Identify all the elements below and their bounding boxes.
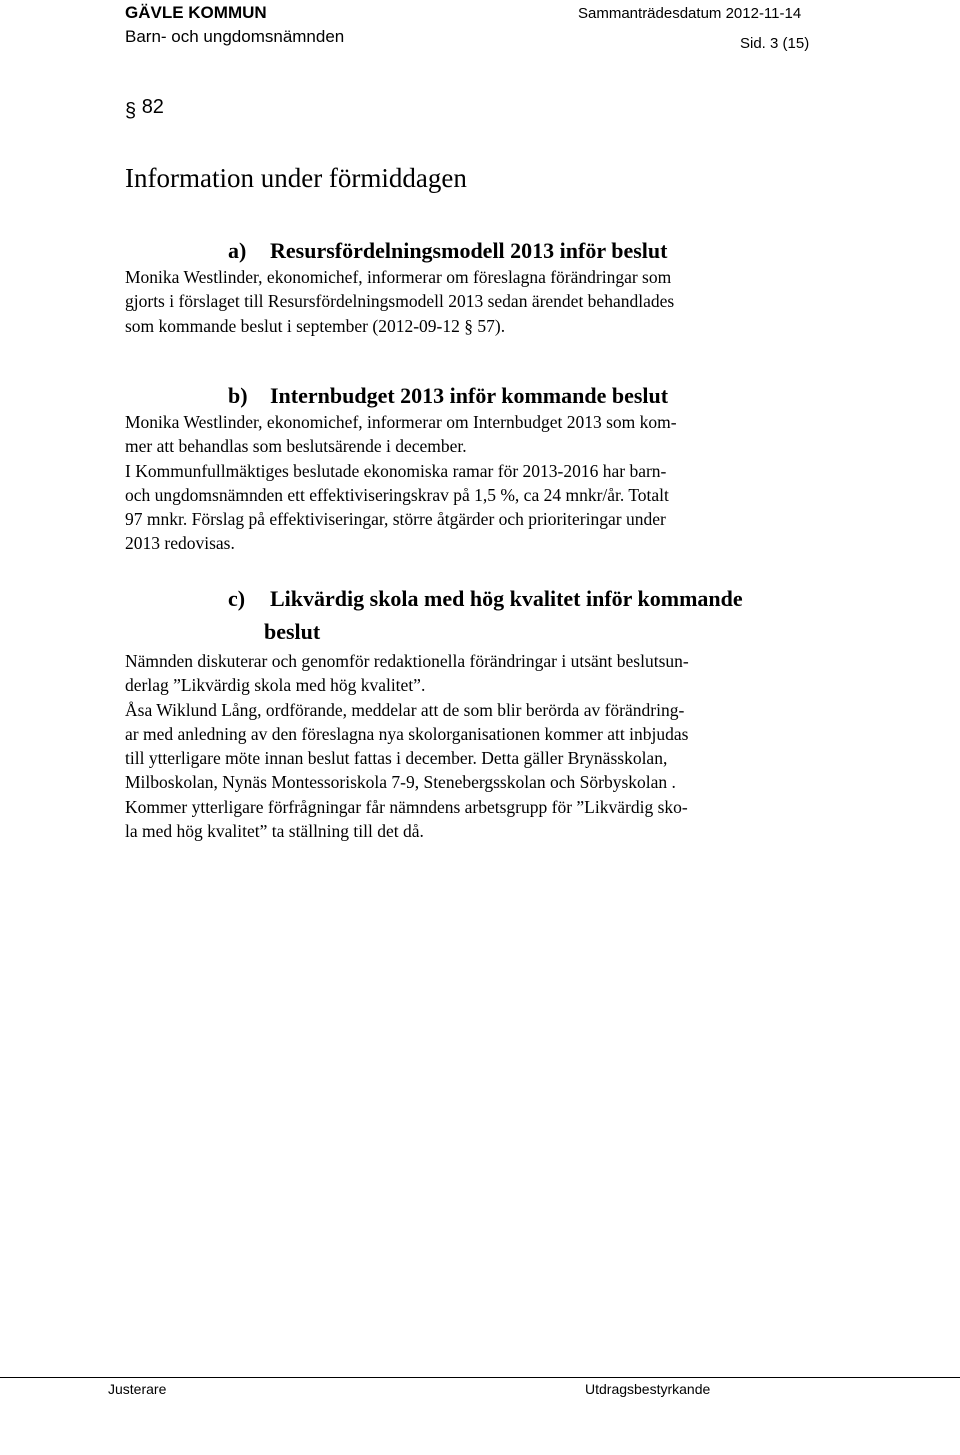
section-c-line: ar med anledning av den föreslagna nya skolorganisationen kommer att inbjudas <box>125 723 689 744</box>
section-b-line: 2013 redovisas. <box>125 533 235 554</box>
section-a-body <box>125 265 815 338</box>
section-b-line: mer att behandlas som beslutsärende i december. <box>125 436 467 457</box>
paragraph-sign: § <box>125 100 137 122</box>
section-c-label: c) <box>228 586 246 611</box>
section-a-heading-text: Resursfördelningsmodell 2013 inför beslut <box>270 238 668 263</box>
section-b-line: Monika Westlinder, ekonomichef, informerar om Internbudget 2013 som kom- <box>125 412 677 432</box>
section-b-line: och ungdomsnämnden ett effektiviseringskrav på 1,5 %, ca 24 mnkr/år. Totalt <box>125 484 669 505</box>
page-number: Sid. 3 (15) <box>740 35 810 52</box>
footer-utdragsbestyrkande: Utdragsbestyrkande <box>585 1381 711 1397</box>
section-b-heading <box>228 383 668 409</box>
section-c-line: la med hög kvalitet” ta ställning till det då. <box>125 821 424 842</box>
section-a-line: som kommande beslut i september (2012-09-12 § 57). <box>125 315 506 336</box>
section-c-body <box>125 649 815 843</box>
section-b-line: 97 mnkr. Förslag på effektiviseringar, större åtgärder och prioriteringar under <box>125 509 666 530</box>
section-c-line: Milboskolan, Nynäs Montessoriskola 7-9, Stenebergsskolan och Sörbyskolan . <box>125 772 676 793</box>
section-a-line: Monika Westlinder, ekonomichef, informerar om föreslagna förändringar som <box>125 267 672 287</box>
section-b-line: I Kommunfullmäktiges beslutade ekonomiska ramar för 2013-2016 har barn- <box>125 460 667 481</box>
section-b-label: b) <box>228 383 248 408</box>
section-c-heading-text: Likvärdig skola med hög kvalitet inför kommande <box>270 586 743 611</box>
section-a-heading <box>228 238 667 264</box>
organization-name: GÄVLE KOMMUN <box>125 3 267 22</box>
page-title: Information under förmiddagen <box>125 163 467 193</box>
section-b-heading-text: Internbudget 2013 inför kommande beslut <box>270 383 669 408</box>
section-c-line: Nämnden diskuterar och genomför redaktionella förändringar i utsänt beslutsun- <box>125 651 689 671</box>
department-name: Barn- och ungdomsnämnden <box>125 27 345 46</box>
section-a-label: a) <box>228 238 247 263</box>
paragraph-number <box>125 96 164 122</box>
footer-justerare: Justerare <box>108 1381 167 1397</box>
section-c-heading <box>228 586 743 612</box>
section-c-heading-continued: beslut <box>264 619 321 644</box>
meeting-date: Sammanträdesdatum 2012-11-14 <box>578 5 802 22</box>
section-a-line: gjorts i förslaget till Resursfördelningsmodell 2013 sedan ärendet behandlades <box>125 291 675 312</box>
section-c-line: Kommer ytterligare förfrågningar får nämndens arbetsgrupp för ”Likvärdig sko- <box>125 796 688 817</box>
paragraph-number-value: 82 <box>141 96 164 118</box>
section-c-line: till ytterligare möte innan beslut fattas i december. Detta gäller Brynässkolan, <box>125 748 668 769</box>
section-c-line: Åsa Wiklund Lång, ordförande, meddelar att de som blir berörda av förändring- <box>125 699 685 720</box>
section-c-line: derlag ”Likvärdig skola med hög kvalitet”. <box>125 675 426 696</box>
footer-divider <box>0 1377 960 1378</box>
section-b-body <box>125 410 815 556</box>
